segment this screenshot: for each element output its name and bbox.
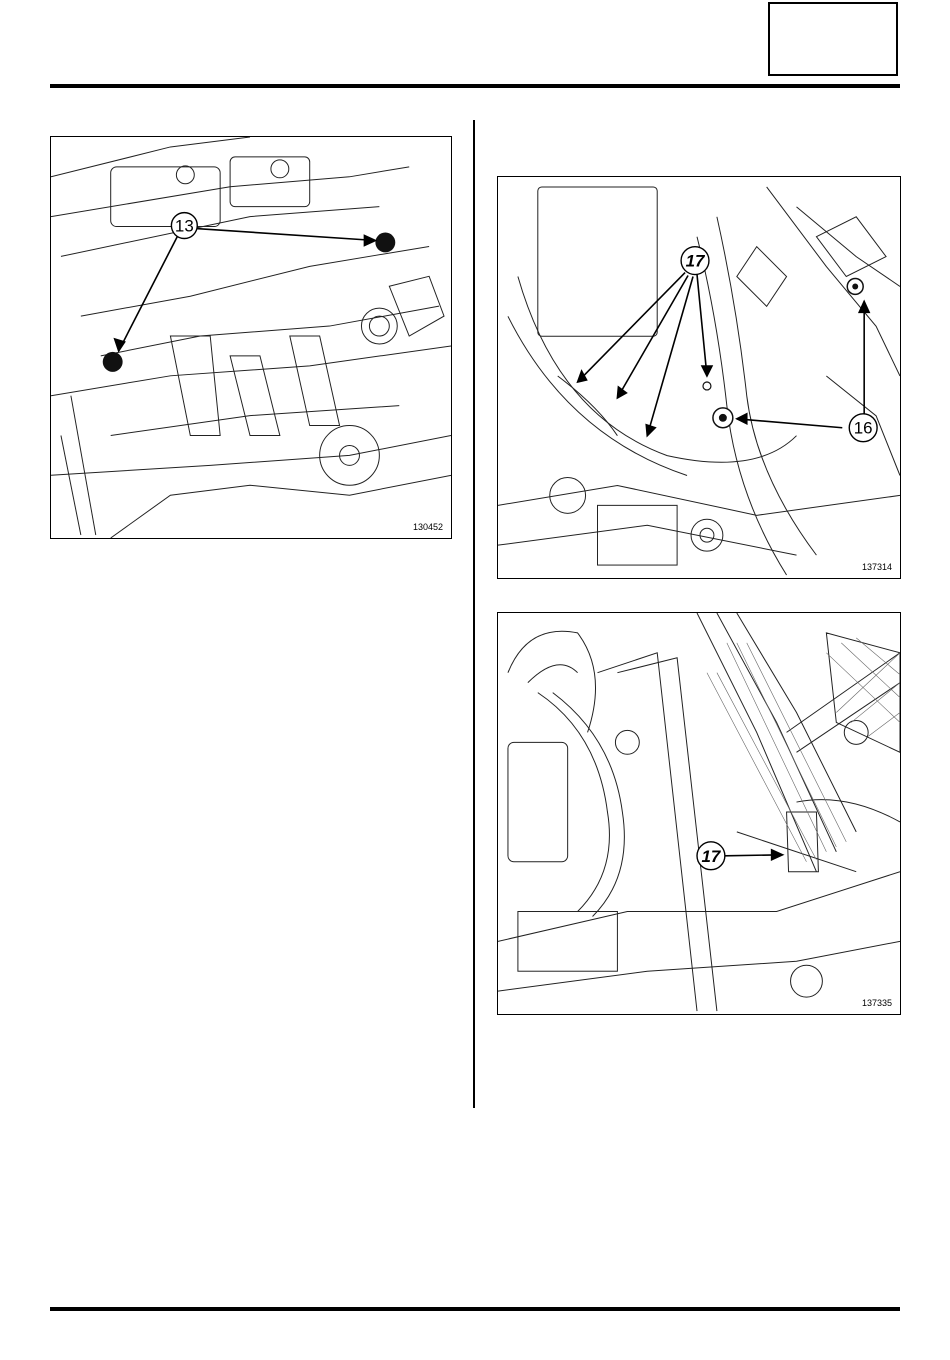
figure-2-illustration [498,177,900,578]
footer-rule [50,1307,900,1311]
figure-1 [50,136,452,539]
figure-3-code: 137335 [861,998,892,1008]
figure-1-code: 130452 [412,522,443,532]
callout-label-16: 16 [853,418,873,438]
page-number-box [768,2,898,76]
figure-1-illustration [51,137,451,538]
nut-right [375,233,395,253]
callout-label-13: 13 [174,216,194,236]
header-rule [50,84,900,88]
callout-label-17: 17 [685,251,705,271]
nut-left [103,352,123,372]
figure-3 [497,612,901,1015]
column-divider [473,120,475,1108]
figure-2 [497,176,901,579]
figure-3-illustration [498,613,900,1014]
figure-2-code: 137314 [861,562,892,572]
callout-label-17: 17 [701,846,721,866]
